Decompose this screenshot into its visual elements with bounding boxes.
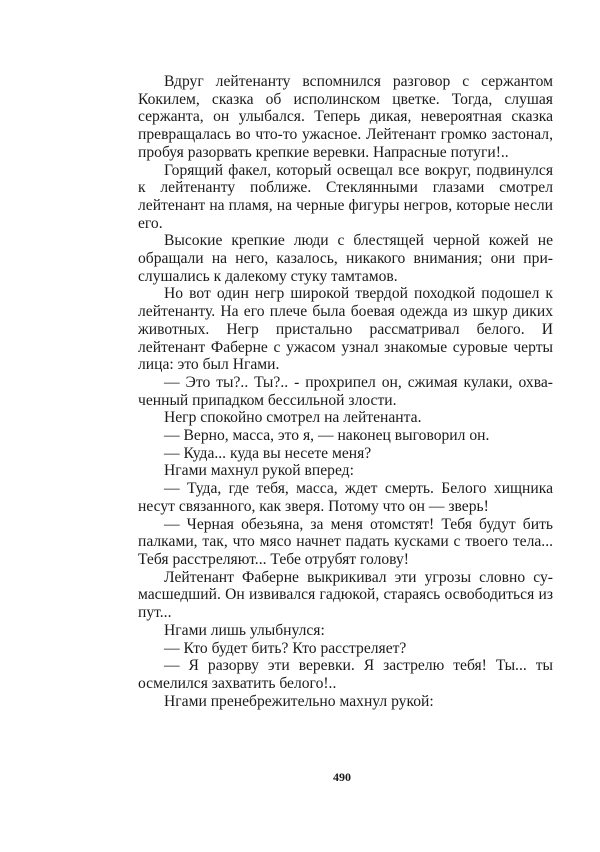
- paragraph-16: Нгами пренебрежительно махнул рукой:: [164, 692, 434, 710]
- paragraph-4: Но вот один негр широкой твердой походкой подошел к лейтенанту. На его плече была боевая одежда из шкур диких животных. Негр пристально рассматривал белого. И лейтенант Фаберне с ужасом узнал знакомые суровые черты лица: это был Нгами.: [138, 285, 553, 374]
- paragraph-10: — Туда, где тебя, масса, ждет смерть. Белого хищника несут связанного, как зверя. Потому что он — зверь!: [138, 480, 553, 515]
- paragraph-9: Нгами махнул рукой вперед:: [164, 462, 354, 480]
- paragraph-11: — Черная обезьяна, за меня отомстят! Тебя будут бить палками, так, что мясо начнет падать кусками с твоего тела... Тебя расстреляют... Тебе отрубят голову!: [138, 515, 553, 568]
- paragraph-7: — Верно, масса, это я, — наконец выговорил он.: [164, 427, 490, 445]
- paragraph-2: Горящий факел, который освещал все вокруг, подвинулся к лейтенанту поближе. Стеклянными глазами смотрел лейтенант на пламя, на черные фигуры негров, которые несли его.: [138, 161, 553, 232]
- paragraph-3: Высокие крепкие люди с блестящей черной кожей не обращали на него, казалось, никакого внимания; они прислушались к далекому стуку тамтамов.: [138, 232, 553, 285]
- paragraph-1: Вдруг лейтенанту вспомнился разговор с сержантом Кокилем, сказка об исполинском цветке. Тогда, слушая сержанта, он улыбался. Теперь дикая, невероятная сказка превращалась во что-то ужасное. Лейтенант громко застонал, пробуя разорвать крепкие веревки. Напрасные потуги!..: [138, 73, 553, 161]
- paragraph-8: — Куда... куда вы несете меня?: [164, 444, 372, 462]
- paragraph-12: Лейтенант Фаберне выкрикивал эти угрозы словно сумасшедший. Он извивался гадюкой, стараясь освободиться из пут...: [138, 568, 553, 622]
- paragraph-15: — Я разорву эти веревки. Я застрелю тебя! Ты... ты осмелился захватить белого!..: [138, 657, 553, 692]
- paragraph-5: — Это ты?.. Ты?.. - прохрипел он, сжимая кулаки, охваченный припадком бессильной злости.: [138, 373, 553, 409]
- paragraph-14: — Кто будет бить? Кто расстреляет?: [164, 639, 407, 657]
- paragraph-6: Негр спокойно смотрел на лейтенанта.: [164, 409, 422, 427]
- paragraph-13: Нгами лишь улыбнулся:: [164, 621, 325, 639]
- page-number: 490: [333, 770, 351, 784]
- body-text: [138, 73, 553, 710]
